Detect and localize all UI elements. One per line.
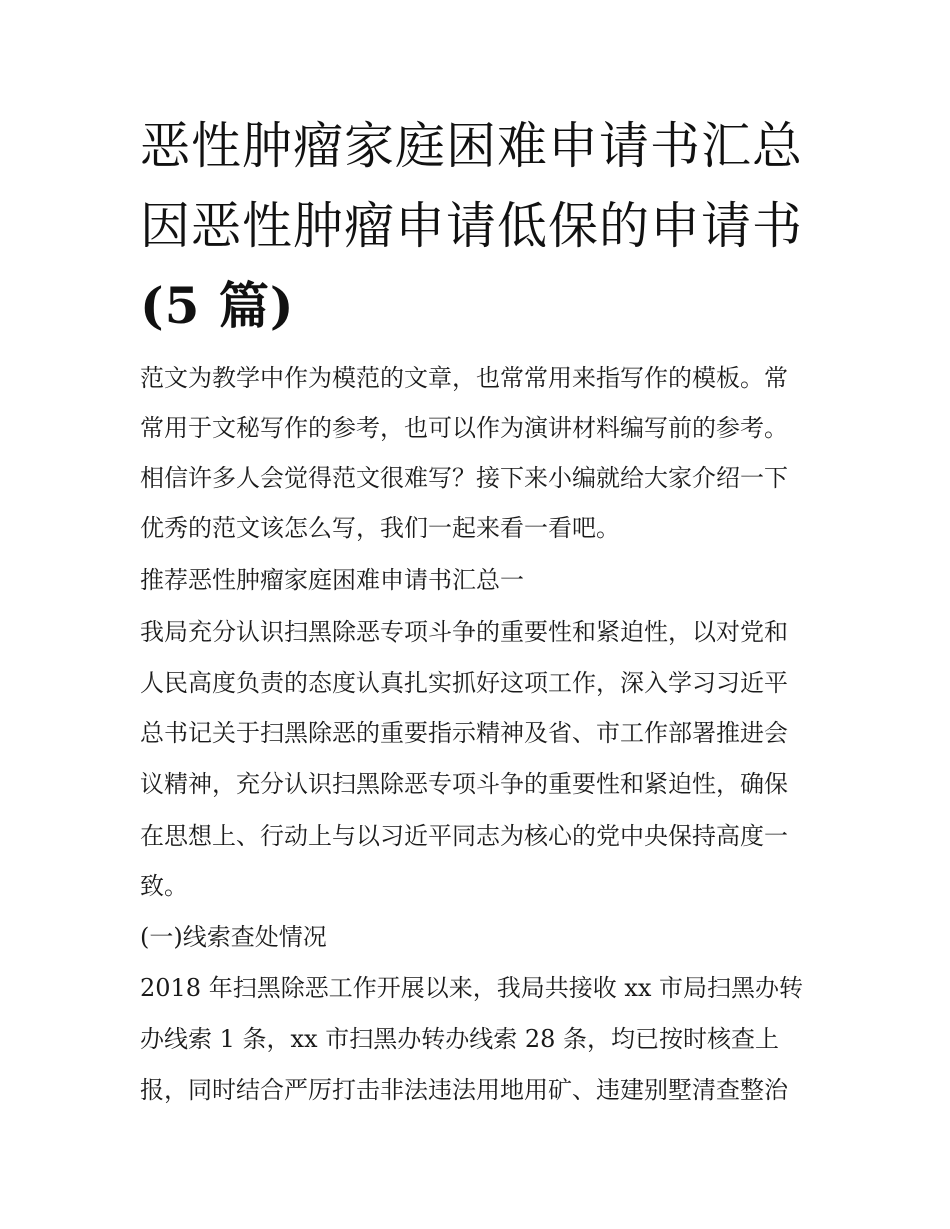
section-heading: 推荐恶性肿瘤家庭困难申请书汇总一 xyxy=(140,566,524,594)
paragraph-line: 在思想上、行动上与以习近平同志为核心的党中央保持高度一 xyxy=(140,822,788,850)
paragraph-line: 常用于文秘写作的参考，也可以作为演讲材料编写前的参考。 xyxy=(140,414,788,442)
paragraph-line: 人民高度负责的态度认真扎实抓好这项工作，深入学习习近平 xyxy=(140,669,788,697)
subsection-heading: (一)线索查处情况 xyxy=(140,923,327,951)
paragraph-line: 范文为教学中作为模范的文章，也常常用来指写作的模板。常 xyxy=(140,364,788,392)
paragraph-line: 办线索 1 条，xx 市扫黑办转办线索 28 条，均已按时核查上 xyxy=(140,1025,780,1053)
paragraph-line: 总书记关于扫黑除恶的重要指示精神及省、市工作部署推进会 xyxy=(140,719,788,747)
title-line-2: 因恶性肿瘤申请低保的申请书 xyxy=(140,197,803,255)
title-line-3: (5 篇) xyxy=(140,276,295,335)
paragraph-line: 优秀的范文该怎么写，我们一起来看一看吧。 xyxy=(140,514,620,542)
title-line-1: 恶性肿瘤家庭困难申请书汇总 xyxy=(140,117,803,175)
paragraph-line: 我局充分认识扫黑除恶专项斗争的重要性和紧迫性，以对党和 xyxy=(140,618,788,646)
paragraph-line: 2018 年扫黑除恶工作开展以来，我局共接收 xx 市局扫黑办转 xyxy=(140,974,804,1002)
paragraph-line: 相信许多人会觉得范文很难写？接下来小编就给大家介绍一下 xyxy=(140,464,788,492)
paragraph-line: 议精神，充分认识扫黑除恶专项斗争的重要性和紧迫性，确保 xyxy=(140,770,788,798)
paragraph-line: 致。 xyxy=(140,872,188,900)
paragraph-line: 报，同时结合严厉打击非法违法用地用矿、违建别墅清查整治 xyxy=(140,1076,788,1104)
